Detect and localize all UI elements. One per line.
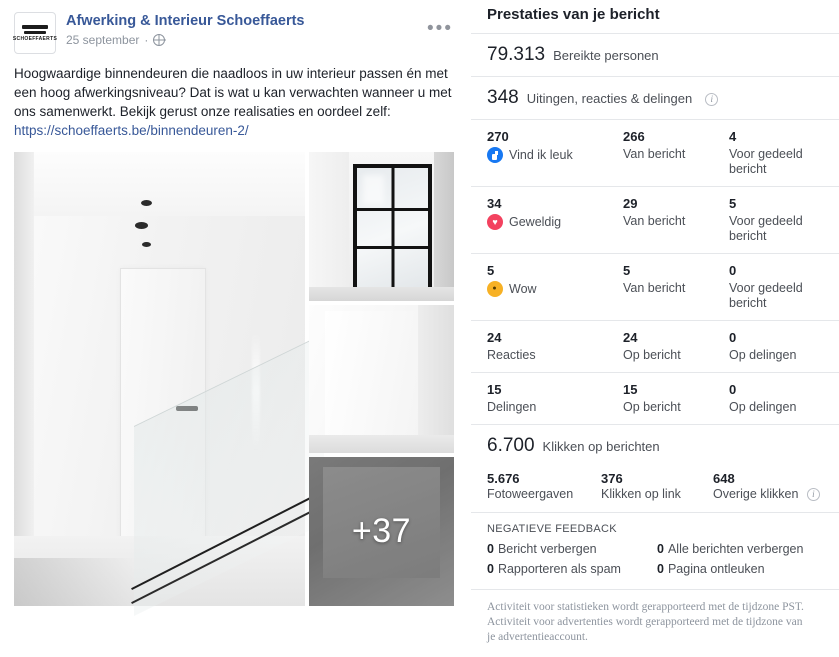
info-icon[interactable]: i [807,488,820,501]
negative-feedback-value: 0 [487,562,494,576]
shares-on-shares-label: Op delingen [729,400,797,414]
meta-separator: · [144,33,149,47]
reaction-from-post-value: 266 [623,129,645,144]
like-icon [487,147,503,163]
glassdoor-left-wall [309,152,349,301]
reaction-name-text: Wow [509,281,537,296]
ceiling-spot-light [141,200,152,206]
negative-feedback-label: Alle berichten verbergen [667,542,804,556]
negative-feedback-item [657,542,803,556]
link-clicks-label: Klikken op link [601,487,681,501]
reaction-name [487,214,613,230]
negative-feedback-label: Rapporteren als spam [497,562,621,576]
engagement-row [471,77,839,119]
shares-label: Delingen [487,400,537,414]
negative-feedback-label: Pagina ontleuken [667,562,765,576]
reaction-total-value: 34 [487,196,502,211]
post-photo-grid [14,152,454,606]
glassdoor-horizontal-mullion [357,246,428,249]
post-photo-main[interactable] [14,152,305,606]
negative-feedback-grid [471,539,839,589]
reaction-total-cell [471,129,623,163]
post-link[interactable]: https://schoeffaerts.be/binnendeuren-2/ [14,123,249,138]
shares-row [471,373,839,424]
comments-label: Reacties [487,348,536,362]
clicks-breakdown [471,467,839,512]
reaction-from-post-cell [623,129,729,162]
negative-feedback-value: 0 [657,542,664,556]
reaction-from-shared-cell [729,129,839,177]
other-clicks-value: 648 [713,471,735,486]
photo-hallway-image [14,152,305,606]
post-photo-2[interactable] [309,152,454,301]
glassdoor-vertical-mullion [391,168,394,287]
link-clicks-value: 376 [601,471,623,486]
info-icon[interactable]: i [705,93,718,106]
reaction-from-shared-cell [729,263,839,311]
whitedoor-side-wall [418,305,454,454]
reaction-from-post-cell [623,196,729,229]
page-name-link[interactable]: Afwerking & Interieur Schoeffaerts [66,13,305,29]
comments-on-shares-cell [729,330,839,363]
reaction-name-text: Geweldig [509,214,562,229]
reach-label: Bereikte personen [553,48,659,63]
post-message [0,60,471,152]
insights-footnote [471,590,839,657]
clicks-label: Klikken op berichten [542,439,660,454]
avatar[interactable] [14,12,56,54]
shares-on-shares-cell [729,382,839,415]
glassdoor-floor [309,287,454,301]
avatar-logo [12,14,58,52]
reaction-total-value: 270 [487,129,509,144]
stair-shadow [14,558,134,606]
glassdoor-right-wall [434,152,454,301]
avatar-logo-bar-secondary [24,31,46,34]
photo-views-label: Fotoweergaven [487,487,574,501]
reaction-from-shared-value: 4 [729,129,737,144]
reaction-name [487,147,613,163]
comments-row [471,321,839,372]
shares-on-post-label: Op bericht [623,400,681,414]
reaction-from-post-value: 5 [623,263,631,278]
whitedoor-panel [325,311,421,440]
post-header [0,0,471,60]
reaction-total-cell [471,196,623,230]
other-clicks-label [713,487,839,502]
post-insights-pane [471,0,839,643]
negative-feedback-item [487,542,657,556]
reaction-name [487,281,613,297]
negative-feedback-value: 0 [487,542,494,556]
reaction-name-text: Vind ik leuk [509,147,573,162]
comments-on-post-label: Op bericht [623,348,681,362]
negative-feedback-line [487,539,823,559]
comments-on-shares-value: 0 [729,330,737,345]
negative-feedback-label: Bericht verbergen [497,542,597,556]
reaction-from-shared-value: 5 [729,196,737,211]
photo-views-cell [471,471,601,502]
love-icon [487,214,503,230]
reaction-from-shared-label: Voor gedeeld bericht [729,214,803,243]
reaction-from-shared-label: Voor gedeeld bericht [729,147,803,176]
photo-white-door-detail [309,305,454,454]
link-clicks-cell [601,471,713,502]
shares-on-shares-value: 0 [729,382,737,397]
other-clicks-label-text: Overige klikken [713,487,799,501]
comments-on-post-value: 24 [623,330,638,345]
reaction-from-post-value: 29 [623,196,638,211]
comments-on-shares-label: Op delingen [729,348,797,362]
engagement-label: Uitingen, reacties & delingen [526,91,693,106]
avatar-logo-bar [22,25,48,29]
negative-feedback-item [657,562,765,576]
engagement-value: 348 [487,87,519,108]
avatar-logo-text: SCHOEFFAERTS [12,35,58,42]
reaction-total-value: 5 [487,263,495,278]
negative-feedback-item [487,562,657,576]
clicks-row [471,425,839,467]
post-photo-column [309,152,454,606]
footnote-line-3: je advertentieaccount. [487,631,588,643]
negative-feedback-value: 0 [657,562,664,576]
reaction-row-love [471,187,839,253]
glassdoor-horizontal-mullion [357,208,428,211]
hallway-ceiling [14,152,305,216]
other-clicks-cell [713,471,839,502]
footnote-line-1: Activiteit voor statistieken wordt gerapporteerd met de tijdzone PST. [487,601,804,613]
post-message-text: Hoogwaardige binnendeuren die naadloos in uw interieur passen én met een hoog afwerkingsniveau? Dat is wat u kan verwachten wanneer u met ons samenwerkt. Bekijk gerust onze realisaties en oordeel zelf: [14,66,452,119]
wow-icon [487,281,503,297]
shares-on-post-value: 15 [623,382,638,397]
comments-on-post-cell [623,330,729,363]
reaction-from-post-label: Van bericht [623,147,686,161]
clicks-value: 6.700 [487,435,535,456]
post-photo-4-more[interactable] [309,457,454,606]
ceiling-spot-light [135,222,148,229]
footnote-line-2: Activiteit voor advertenties wordt gerapporteerd met de tijdzone van [487,616,803,628]
post-header-texts [66,12,305,47]
glassdoor-frame [353,164,432,291]
reaction-row-wow [471,254,839,320]
reaction-total-cell [471,263,623,297]
reaction-from-shared-value: 0 [729,263,737,278]
insights-title: Prestaties van je bericht [487,6,660,23]
glassdoor-reflection [363,175,384,203]
more-options-icon[interactable]: ••• [427,18,453,39]
photo-black-framed-glass-door [309,152,454,301]
shares-total-cell [471,382,623,415]
reaction-from-post-cell [623,263,729,296]
negative-feedback-title: NEGATIEVE FEEDBACK [487,523,617,535]
negative-feedback-line [487,559,823,579]
reaction-from-post-label: Van bericht [623,214,686,228]
comments-total-value: 24 [487,330,502,345]
reaction-from-shared-label: Voor gedeeld bericht [729,281,803,310]
photo-views-value: 5.676 [487,471,520,486]
post-date[interactable]: 25 september [66,33,140,47]
globe-icon [153,34,165,46]
shares-total-value: 15 [487,382,502,397]
reaction-from-shared-cell [729,196,839,244]
shares-on-post-cell [623,382,729,415]
post-photo-3[interactable] [309,305,454,454]
post-meta [66,33,305,47]
reaction-row-like [471,120,839,186]
whitedoor-floor [309,435,454,453]
reaction-from-post-label: Van bericht [623,281,686,295]
reach-value: 79.313 [487,44,546,65]
more-photos-count: +37 [351,512,412,551]
comments-total-cell [471,330,623,363]
ceiling-spot-light [142,242,151,247]
reach-row [471,34,839,76]
more-photos-overlay[interactable] [309,457,454,606]
